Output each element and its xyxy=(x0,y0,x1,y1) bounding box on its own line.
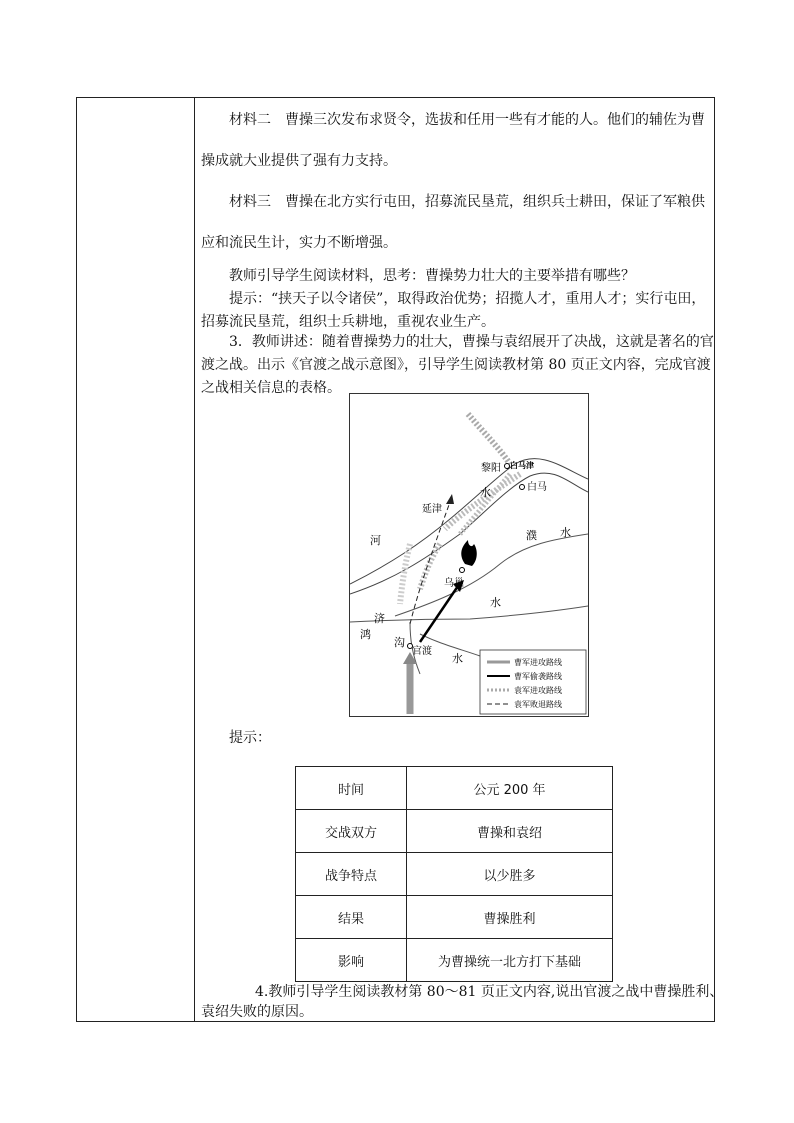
label-river-shui3: 水 xyxy=(490,596,501,609)
yanjin-arrowhead xyxy=(446,494,454,504)
table-row xyxy=(296,767,613,810)
label-river-he: 河 xyxy=(370,534,381,547)
baima-marker xyxy=(520,485,525,490)
table-value: 为曹操统一北方打下基础 xyxy=(407,939,613,982)
wuchao-marker xyxy=(460,568,465,573)
table-key: 战争特点 xyxy=(296,853,407,896)
battle-info-table xyxy=(295,766,613,982)
label-river-shui1: 水 xyxy=(480,486,491,499)
label-baima: 白马 xyxy=(527,482,547,493)
table-row xyxy=(296,853,613,896)
yuan-route-4 xyxy=(400,544,410,604)
legend-item-4: 袁军败退路线 xyxy=(514,700,562,709)
liyang-marker xyxy=(505,464,510,469)
ji-river xyxy=(350,606,588,622)
label-river-shui4: 水 xyxy=(452,652,463,665)
table-key: 时间 xyxy=(296,767,407,810)
step4-line2: 袁绍失败的原因。 xyxy=(201,1004,313,1020)
label-river-hong: 鸿 xyxy=(360,628,371,641)
material3-line1: 材料三 曹操在北方实行屯田，招募流民垦荒，组织兵士耕田，保证了军粮供 xyxy=(229,194,705,210)
table-row xyxy=(296,939,613,982)
step3-line2: 渡之战。出示《官渡之战示意图》，引导学生阅读教材第 80 页正文内容，完成官渡 xyxy=(201,357,711,373)
label-river-ji: 济 xyxy=(374,612,385,625)
table-row xyxy=(296,896,613,939)
table-value: 公元 200 年 xyxy=(407,767,613,810)
legend-item-3: 袁军进攻路线 xyxy=(514,686,562,695)
hint1-line1: 提示：“挟天子以令诸侯”，取得政治优势；招揽人才，重用人才；实行屯田， xyxy=(229,291,706,307)
table-key: 结果 xyxy=(296,896,407,939)
step4-line1: 4.教师引导学生阅读教材第 80～81 页正文内容,说出官渡之战中曹操胜利、 xyxy=(255,984,724,1000)
step3-line1: 3．教师讲述：随着曹操势力的壮大，曹操与袁绍展开了决战，这就是著名的官 xyxy=(229,334,714,350)
label-baimajin: 白马津 xyxy=(510,460,534,470)
yuan-route-3 xyxy=(420,544,440,589)
question-text: 教师引导学生阅读材料，思考：曹操势力壮大的主要举措有哪些？ xyxy=(229,268,635,284)
label-liyang: 黎阳 xyxy=(481,463,501,474)
table-value: 曹操胜利 xyxy=(407,896,613,939)
hint2-label: 提示： xyxy=(229,730,271,746)
material2-line1: 材料二 曹操三次发布求贤令，选拔和任用一些有才能的人。他们的辅佐为曹 xyxy=(229,112,705,128)
label-guandu: 官渡 xyxy=(412,646,432,657)
guandu-battle-map xyxy=(349,393,589,717)
label-yanjin: 延津 xyxy=(422,504,442,515)
step3-line3: 之战相关信息的表格。 xyxy=(201,380,341,396)
table-value: 以少胜多 xyxy=(407,853,613,896)
material3-line2: 应和流民生计，实力不断增强。 xyxy=(201,235,397,251)
table-value: 曹操和袁绍 xyxy=(407,810,613,853)
table-key: 交战双方 xyxy=(296,810,407,853)
fire-icon xyxy=(461,540,476,566)
cao-raid-route xyxy=(420,586,458,642)
hint1-line2: 招募流民垦荒，组织士兵耕地，重视农业生产。 xyxy=(201,314,495,330)
column-divider xyxy=(194,97,195,1022)
label-river-pu: 濮 xyxy=(526,529,537,542)
legend-item-1: 曹军进攻路线 xyxy=(514,658,562,667)
legend-item-2: 曹军偷袭路线 xyxy=(514,672,562,681)
yuan-route-1 xyxy=(468,414,510,464)
table-key: 影响 xyxy=(296,939,407,982)
river-bank-north xyxy=(350,459,588,584)
yuan-route-2 xyxy=(445,474,520,529)
river-bank-south xyxy=(350,473,588,594)
label-wuchao: 乌巢 xyxy=(444,578,464,589)
map-svg xyxy=(350,394,588,716)
label-river-shui2: 水 xyxy=(560,526,571,539)
label-river-gou: 沟 xyxy=(394,636,405,649)
material2-line2: 操成就大业提供了强有力支持。 xyxy=(201,153,397,169)
table-row xyxy=(296,810,613,853)
